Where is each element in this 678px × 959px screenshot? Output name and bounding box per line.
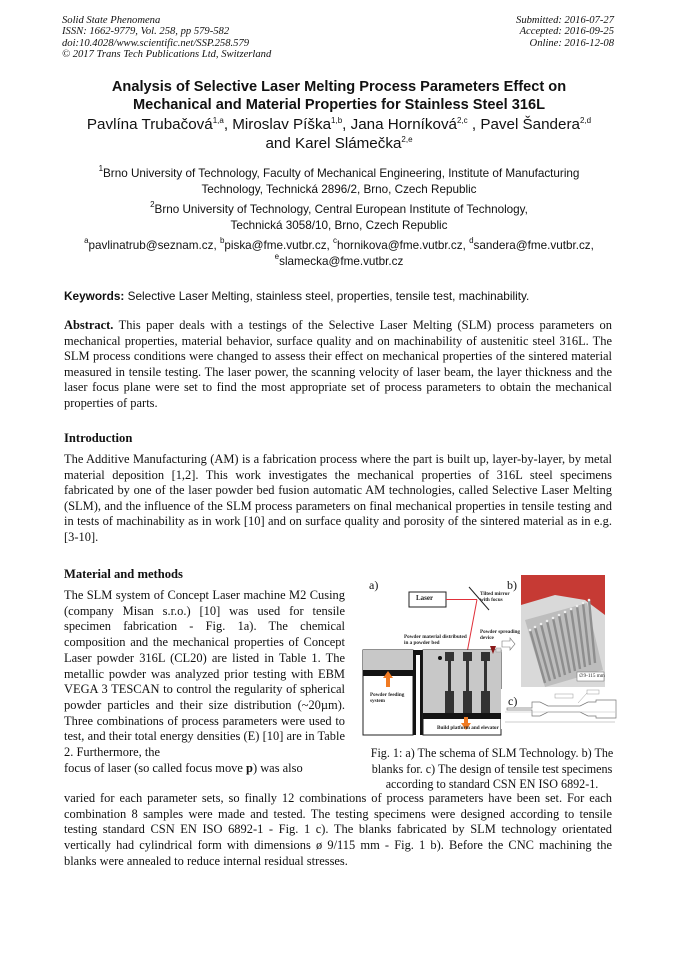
author-emails: $^a$pavlinatrub@seznam.cz, $^b$piska@fme.vutbr.cz, $^c$hornikova@fme.vutbr.cz, $^d$sandera@fme.vutbr.cz, $^e$slamecka@fme.vutbr.cz xyxy=(84,236,594,268)
journal-issn: ISSN: 1662-9779, Vol. 258, pp 579-582 xyxy=(62,26,230,38)
author-name: Karel Slámečka xyxy=(295,135,402,152)
journal-name: Solid State Phenomena xyxy=(62,15,161,26)
spreading-device-label: Powder spreading device xyxy=(480,629,521,641)
abstract-label: Abstract. xyxy=(64,318,114,332)
figure-1 xyxy=(355,575,640,743)
author-name: Pavel Šandera xyxy=(480,116,580,133)
email-link[interactable]: pavlinatrub@seznam.cz xyxy=(88,239,214,252)
submitted-date: Submitted: 2016-07-27 xyxy=(516,15,614,26)
powder-feeding-label: Powder feeding system xyxy=(370,692,405,704)
introduction-text: The Additive Manufacturing (AM) is a fabrication process where the part is built up, layer-by-layer, by metal material deposition [1,2]. This work investigates the mechanical properties of 316L steel specimens fabricated by one of the laser powder bed fusion automatic AM technologies, called Selective Laser Melting (SLM), and the influence of the SLM process parameters on final mechanical properties in tensile testing and in tests of machinability as in work [10] and on surface quality and porosity of the sintered material as in e.g. [3-10]. xyxy=(64,452,612,544)
author-sup: 2,d xyxy=(579,116,592,125)
keywords-text: Selective Laser Melting, stainless steel, properties, tensile test, machinability. xyxy=(124,289,530,303)
blanks-dimension-label: ∅9-115 mm xyxy=(579,673,605,679)
author-sup: 1,a xyxy=(212,116,224,125)
figure-1-caption: Fig. 1: a) The schema of SLM Technology. b) The blanks for. c) The design of tensile test specimens according to standard CSN EN ISO 6892-1. xyxy=(370,746,614,792)
author-name: Jana Horníková xyxy=(350,116,457,133)
online-date: Online: 2016-12-08 xyxy=(529,37,614,49)
author-name: Miroslav Píška xyxy=(232,116,332,133)
email-link[interactable]: hornikova@fme.vutbr.cz xyxy=(337,239,463,252)
author-sup: 2,c xyxy=(456,116,468,125)
panel-c-label: c) xyxy=(508,694,518,708)
journal-header-right xyxy=(516,15,614,49)
panel-a-label: a) xyxy=(369,578,379,592)
methods-column-text: The SLM system of Concept Laser machine M2 Cusing (company Misan s.r.o.) [10] was used for tensile specimen fabrication - Fig. 1a). The chemical composition and the mechanical properties of Concept Laser powder 316L (CL20) are listed in Table 1. The metallic powder was analyzed prior testing with EBM VEGA 3 TESCAN to control the regularity of spherical powder particles and their size distribution (~20µm). Three combinations of process parameters were used to test, and their total energy densities (E) [10] are in Table 2. Furthermore, the focus of laser (so called focus move p) was also xyxy=(64,588,345,775)
paper-title xyxy=(40,78,638,114)
keywords xyxy=(64,289,624,304)
author-name: Pavlína Trubačová xyxy=(86,116,213,133)
affiliation-2: $^2$Brno University of Technology, Central European Institute of Technology, Technická 3058/10, Brno, Czech Republic xyxy=(150,200,528,232)
section-heading-methods: Material and methods xyxy=(64,567,183,581)
methods-full-text: varied for each parameter sets, so finally 12 combinations of process parameters have been set. For each combination 8 samples were made and tested. The testing specimens were designed according to tensile testing standard CSN EN ISO 6892-1 - Fig. 1 c). The blanks fabricated by SLM technology orientated vertically had cylindrical form with dimensions ø 9/115 mm - Fig. 1 b). Before the CNC machining the blanks were annealed to reduce internal residual stresses. xyxy=(64,791,612,868)
journal-copyright: © 2017 Trans Tech Publications Ltd, Switzerland xyxy=(62,48,272,60)
abstract-text: This paper deals with a testings of the Selective Laser Melting (SLM) process parameters on mechanical properties, material behavior, surface quality and on machinability of austenitic steel 316L. The SLM process conditions were changed to assess their effect on mechanical properties of the sintered material measured in tensile testing. The laser power, the scanning velocity of laser beam, the layer thickness and the laser focus plane were set to find the most appropriate set of process parameters to obtain the mechanical properties of parts. xyxy=(64,318,612,410)
build-platform-label: Build platform and elevator xyxy=(437,725,499,731)
affiliation-1: $^1$Brno University of Technology, Faculty of Mechanical Engineering, Institute of Manufacturing Technology, Technická 2896/2, Brno, Czech Republic xyxy=(98,164,580,196)
abstract xyxy=(64,318,612,411)
mirror-label: Tilted mirror with focus xyxy=(480,591,510,603)
title-line-1: Analysis of Selective Laser Melting Process Parameters Effect on xyxy=(111,79,567,95)
email-link[interactable]: piska@fme.vutbr.cz xyxy=(224,239,327,252)
title-line-2: Mechanical and Material Properties for Stainless Steel 316L xyxy=(132,97,546,113)
journal-header-left xyxy=(62,15,271,60)
author-sup: 2,e xyxy=(401,135,413,144)
journal-doi: doi:10.4028/www.scientific.net/SSP.258.579 xyxy=(62,37,250,49)
accepted-date: Accepted: 2016-09-25 xyxy=(519,26,614,38)
author-sup: 1,b xyxy=(331,116,343,125)
keywords-label: Keywords: xyxy=(64,289,125,303)
laser-label: Laser xyxy=(416,594,434,602)
email-link[interactable]: slamecka@fme.vutbr.cz xyxy=(279,254,404,268)
section-heading-introduction: Introduction xyxy=(64,431,133,445)
powder-bed-label: Powder material distributed in a powder bed xyxy=(404,634,467,646)
email-link[interactable]: sandera@fme.vutbr.cz xyxy=(473,239,591,252)
panel-b-label: b) xyxy=(507,578,517,592)
author-list: Pavlína Trubačová$^{1,a}$, Miroslav Píška$^{1,b}$, Jana Horníková$^{2,c}$ , Pavel Šandera$^{2,d}$ and Karel Slámečka$^{2,e}$ xyxy=(86,116,592,152)
